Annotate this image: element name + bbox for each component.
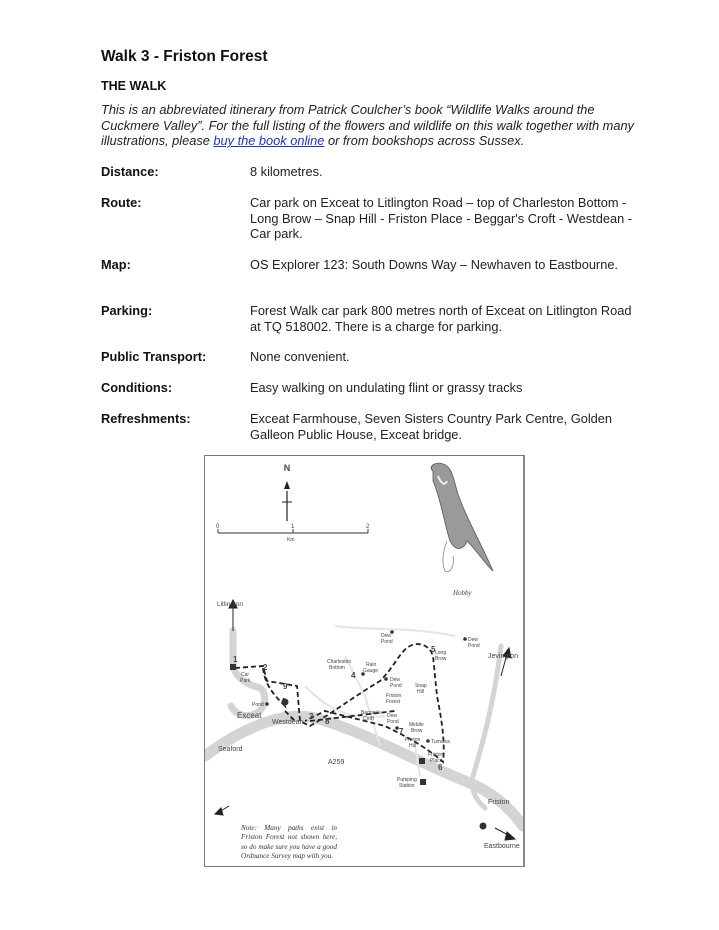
label-westdean: Westdean (272, 719, 304, 726)
label-litlington: Litlington (217, 601, 244, 608)
label-eastbourne: Eastbourne (484, 843, 520, 850)
section-heading: THE WALK (101, 79, 167, 93)
north-arrow (282, 463, 292, 521)
svg-text:Dew: Dew (468, 637, 479, 643)
detail-label: Public Transport: (101, 349, 207, 364)
svg-text:Beggar's: Beggar's (361, 710, 381, 716)
detail-label: Map: (101, 257, 131, 272)
detail-value: Easy walking on undulating flint or grassy tracks (250, 380, 523, 395)
detail-label: Parking: (101, 303, 153, 318)
waypoint-1: 1 (233, 655, 238, 664)
waypoint-4: 4 (351, 671, 356, 680)
waypoint-6: 6 (438, 763, 443, 772)
detail-label: Distance: (101, 164, 159, 179)
label-exceat: Exceat (237, 711, 262, 720)
svg-text:Place: Place (430, 758, 443, 764)
waypoint-7: 7 (399, 727, 404, 736)
svg-text:Rain: Rain (366, 662, 377, 668)
friston-place-marker (419, 758, 425, 764)
svg-text:Friston: Friston (428, 752, 444, 758)
waypoint-5: 5 (431, 645, 436, 654)
intro-text-after: or from bookshops across Sussex. (324, 133, 525, 149)
scale-tick: 0 (216, 524, 220, 530)
label-jevington: Jevington (488, 653, 518, 660)
label-bottom: Bottom (329, 665, 345, 671)
detail-value: 8 kilometres. (250, 164, 323, 179)
waypoint-2: 2 (263, 663, 268, 672)
svg-text:Hill: Hill (417, 689, 424, 695)
label-pond: Pond (252, 702, 264, 708)
svg-text:Tumulus: Tumulus (431, 739, 450, 745)
detail-value: Forest Walk car park 800 metres north of Exceat on Litlington Road at TQ 518002. There is a charge for parking. (250, 303, 632, 334)
svg-text:Long: Long (435, 650, 447, 656)
label-park: Park (240, 678, 251, 684)
north-label: N (283, 463, 291, 473)
detail-value: OS Explorer 123: South Downs Way – Newhaven to Eastbourne. (250, 257, 618, 272)
buy-book-link[interactable]: buy the book online (213, 133, 325, 149)
svg-text:Brow: Brow (435, 656, 447, 662)
label-charleston: Charleston (327, 659, 352, 665)
svg-text:Dew: Dew (381, 633, 392, 639)
hobby-bird-illustration (431, 463, 493, 597)
svg-text:Croft: Croft (363, 716, 374, 722)
car-park-marker (230, 664, 236, 670)
svg-text:Forest: Forest (386, 699, 401, 705)
scale-tick: 1 (291, 524, 295, 530)
map-note: Note: Many paths exist in Friston Forest not shown here, so do make sure you have a good Ordnance Survey map with you. (241, 824, 337, 861)
map-drawing (205, 456, 523, 866)
svg-text:Pond: Pond (381, 639, 393, 645)
label-seaford: Seaford (218, 746, 243, 753)
svg-text:Middle: Middle (409, 722, 424, 728)
svg-text:Pond: Pond (387, 719, 399, 725)
pumping-station-marker (420, 779, 426, 785)
walk-map (204, 455, 525, 867)
svg-text:Dew: Dew (387, 713, 398, 719)
waypoint-3: 3 (309, 712, 314, 721)
svg-text:Friston: Friston (405, 737, 421, 743)
detail-label: Conditions: (101, 380, 173, 395)
page-title: Walk 3 - Friston Forest (101, 48, 268, 65)
svg-text:Pumping: Pumping (397, 777, 417, 783)
svg-text:Dew: Dew (390, 677, 401, 683)
detail-value: Exceat Farmhouse, Seven Sisters Country Park Centre, Golden Galleon Public House, Exceat bridge. (250, 411, 613, 442)
svg-text:Gauge: Gauge (363, 668, 379, 674)
label-a259: A259 (328, 759, 345, 766)
svg-text:Brow: Brow (411, 728, 423, 734)
detail-value: Car park on Exceat to Litlington Road – top of Charleston Bottom - Long Brow – Snap Hill - Friston Place - Beggar's Croft - Westdean - Car park. (250, 195, 633, 242)
svg-text:Pond: Pond (468, 643, 480, 649)
intro-text-before: This is an abbreviated itinerary from Patrick Coulcher’s book “Wildlife Walks around the Cuckmere Valley”. For the full listing of the flowers and wildlife on this walk together with many illustrations, please (101, 102, 634, 149)
roads (205, 631, 523, 826)
svg-text:Snap: Snap (415, 683, 427, 689)
detail-label: Refreshments: (101, 411, 191, 426)
scale-bar (216, 524, 370, 543)
scale-tick: 2 (366, 524, 370, 530)
svg-text:Hill: Hill (409, 743, 416, 749)
intro-paragraph (101, 102, 641, 149)
detail-label: Route: (101, 195, 142, 210)
waypoint-9: 9 (283, 682, 288, 691)
bird-caption: Hobby (453, 589, 472, 597)
svg-text:Station: Station (399, 783, 415, 789)
svg-text:Pond: Pond (390, 683, 402, 689)
detail-value: None convenient. (250, 349, 350, 364)
scale-unit: Km (287, 537, 295, 543)
svg-text:Friston: Friston (386, 693, 402, 699)
label-friston: Friston (488, 799, 510, 806)
waypoint-8: 8 (325, 717, 330, 726)
label-car: Car (241, 672, 250, 678)
